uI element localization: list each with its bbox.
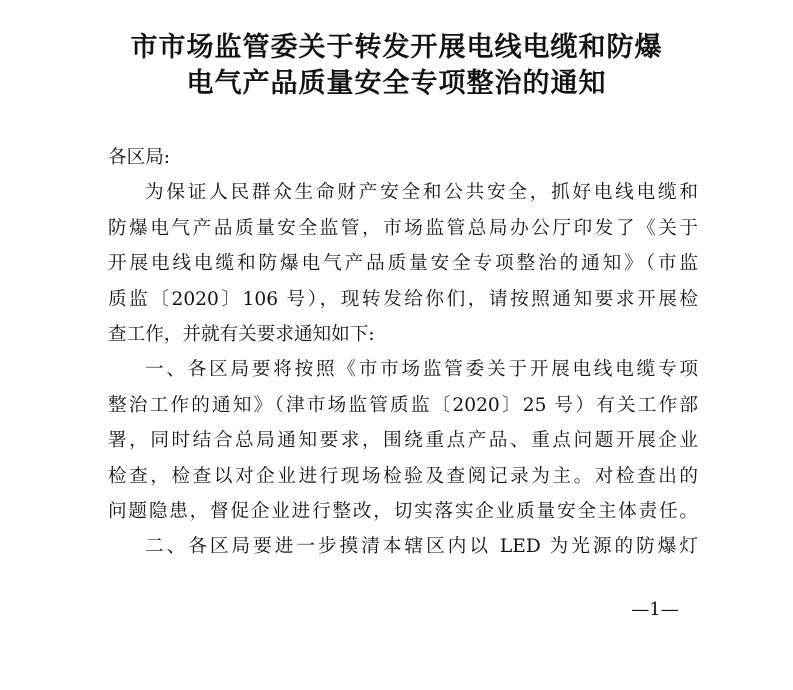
body-line-8: 署，同时结合总局通知要求，围绕重点产品、重点问题开展企业: [108, 430, 698, 452]
document-title-line-1: 市市场监管委关于转发开展电线电缆和防爆: [130, 32, 663, 63]
body-line-2: 防爆电气产品质量安全监管，市场监管总局办公厅印发了《关于: [108, 217, 698, 239]
body-line-4: 质监〔2020〕106 号），现转发给你们，请按照通知要求开展检: [108, 288, 698, 310]
body-line-1: 为保证人民群众生命财产安全和公共安全，抓好电线电缆和: [145, 182, 698, 204]
salutation: 各区局:: [108, 147, 171, 168]
body-line-9: 检查，检查以对企业进行现场检验及查阅记录为主。对检查出的: [108, 465, 698, 487]
body-line-7: 整治工作的通知》（津市场监管质监〔2020〕25 号）有关工作部: [108, 394, 698, 416]
document-title-line-2: 电气产品质量安全专项整治的通知: [186, 68, 607, 99]
page-number: —1—: [631, 599, 679, 620]
document-body: [108, 140, 698, 565]
body-line-5: 查工作，并就有关要求通知如下:: [108, 323, 375, 345]
body-line-6: 一、各区局要将按照《市市场监管委关于开展电线电缆专项: [145, 359, 698, 381]
body-line-3: 开展电线电缆和防爆电气产品质量安全专项整治的通知》（市监: [108, 253, 698, 275]
body-line-10: 问题隐患，督促企业进行整改，切实落实企业质量安全主体责任。: [108, 500, 698, 522]
body-line-11: 二、各区局要进一步摸清本辖区内以 LED 为光源的防爆灯: [145, 536, 698, 558]
